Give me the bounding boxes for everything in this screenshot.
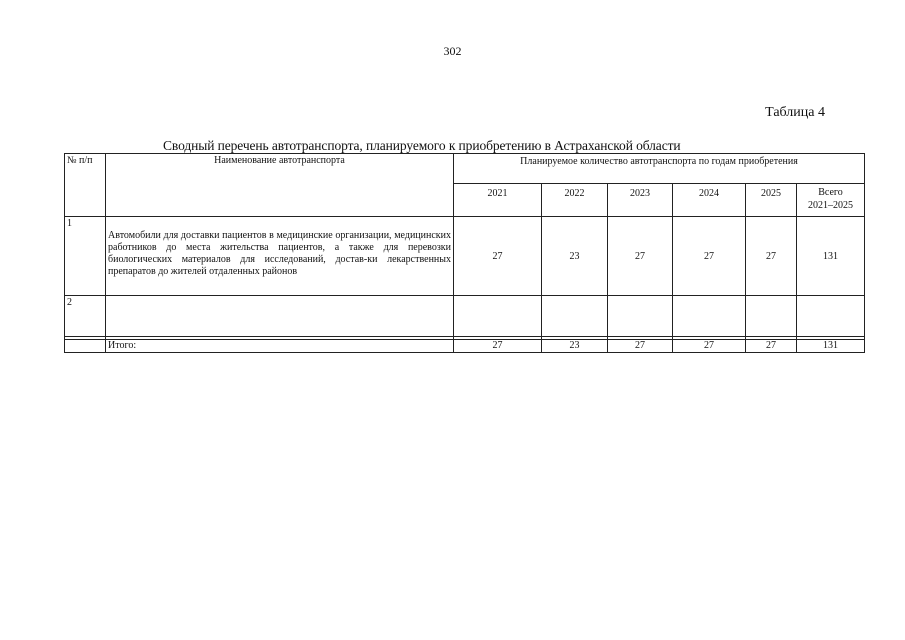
row-num: 2 [65, 296, 106, 337]
row-value: 27 [608, 217, 673, 296]
header-name: Наименование автотранспорта [106, 154, 454, 217]
table-label: Таблица 4 [765, 105, 825, 120]
row-value [746, 296, 797, 337]
totals-row [65, 340, 865, 353]
header-row-1 [65, 154, 865, 184]
header-year-2023: 2023 [608, 184, 673, 217]
row-value [673, 296, 746, 337]
header-qty: Планируемое количество автотранспорта по годам приобретения [454, 154, 865, 184]
totals-value: 27 [454, 340, 542, 353]
totals-value: 27 [608, 340, 673, 353]
row-name: Автомобили для доставки пациентов в медицинские организации, медицинских работников до места жительства пациентов, а также для перевозки биологических материалов для исследований, достав-ки лекарственных препаратов до жителей отдаленных районов [106, 217, 454, 296]
totals-label: Итого: [106, 340, 454, 353]
row-value: 27 [746, 217, 797, 296]
header-year-2022: 2022 [542, 184, 608, 217]
header-year-2024: 2024 [673, 184, 746, 217]
row-value: 23 [542, 217, 608, 296]
totals-value: 27 [746, 340, 797, 353]
header-num: № п/п [65, 154, 106, 217]
row-num: 1 [65, 217, 106, 296]
table-row [65, 296, 865, 337]
header-total [797, 184, 865, 217]
totals-value: 131 [797, 340, 865, 353]
row-value: 27 [673, 217, 746, 296]
totals-value: 23 [542, 340, 608, 353]
page-number: 302 [443, 44, 462, 58]
row-value [608, 296, 673, 337]
vehicle-table [64, 153, 865, 353]
row-value: 131 [797, 217, 865, 296]
table-title: Сводный перечень автотранспорта, планируемого к приобретению в Астраханской области [163, 138, 681, 153]
header-year-2025: 2025 [746, 184, 797, 217]
totals-num-cell [65, 340, 106, 353]
header-total-line1: Всего [818, 187, 843, 198]
row-value [797, 296, 865, 337]
totals-value: 27 [673, 340, 746, 353]
row-value [542, 296, 608, 337]
row-value [454, 296, 542, 337]
row-value: 27 [454, 217, 542, 296]
header-year-2021: 2021 [454, 184, 542, 217]
table-row [65, 217, 865, 296]
row-name [106, 296, 454, 337]
header-total-line2: 2021–2025 [808, 200, 853, 211]
